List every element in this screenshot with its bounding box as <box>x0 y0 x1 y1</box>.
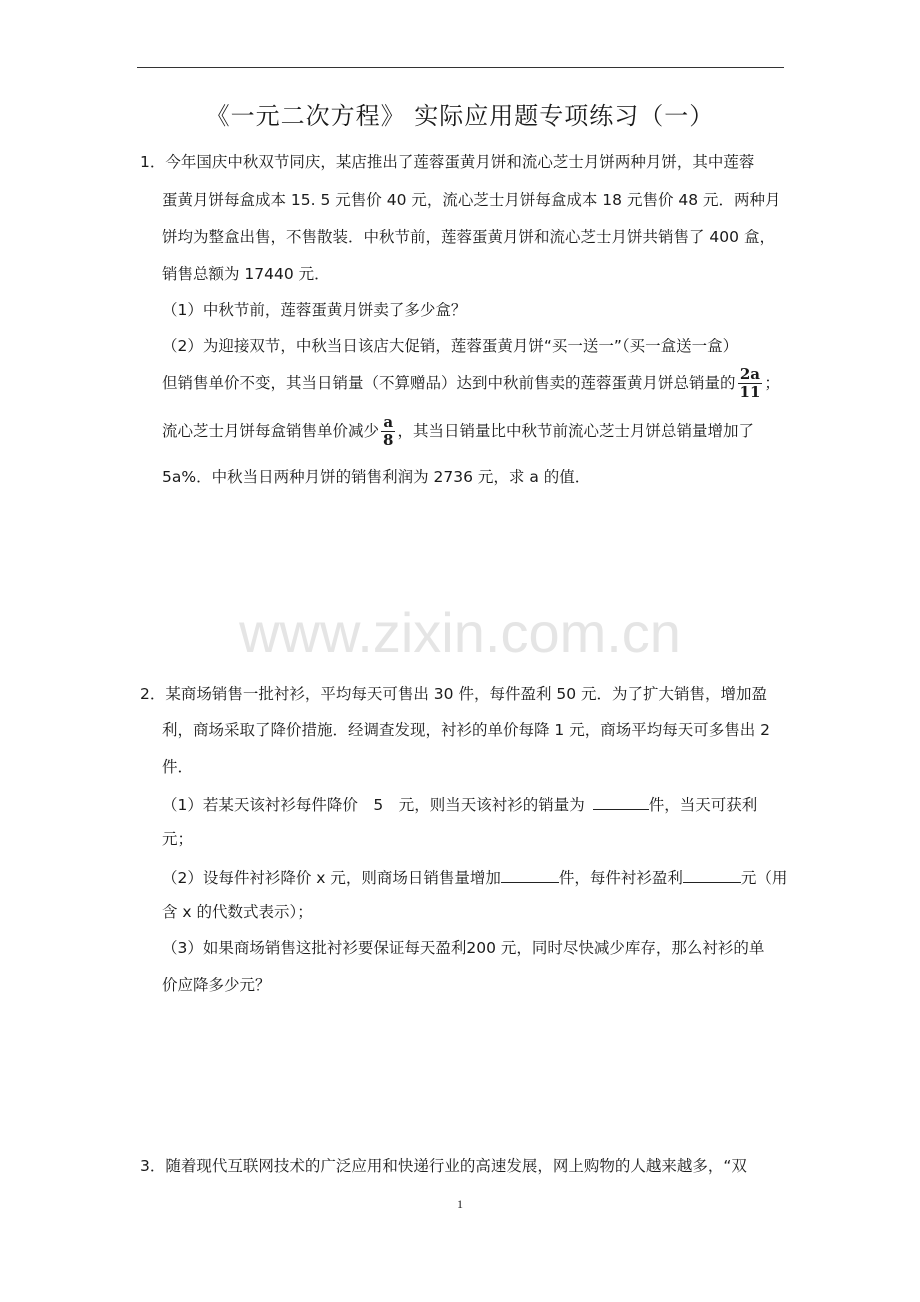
q2-part-3-line-2: 价应降多少元？ <box>162 976 271 994</box>
answer-blank[interactable] <box>683 866 741 883</box>
q2-line-1: 2．某商场销售一批衬衫，平均每天可售出 30 件，每件盈利 50 元．为了扩大销售，增加盈 <box>140 685 768 703</box>
q2-p2-text: （2）设每件衬衫降价 x 元，则商场日销售量增加 <box>162 869 501 887</box>
q2-part-1-line-1 <box>162 793 757 815</box>
fraction-denominator: 8 <box>383 431 394 449</box>
q1-line-4: 销售总额为 17440 元． <box>162 265 330 283</box>
q1-p2b-text: 但销售单价不变，其当日销量（不算赠品）达到中秋前售卖的莲蓉蛋黄月饼总销量的 <box>162 374 736 392</box>
fraction-denominator: 11 <box>739 383 761 401</box>
q2-p1-text: （1）若某天该衬衫每件降价 5 元，则当天该衬衫的销量为 <box>162 796 585 814</box>
page-title: 《一元二次方程》 实际应用题专项练习（一） <box>205 102 715 130</box>
q1-part-2-line-4: 5a%．中秋当日两种月饼的销售利润为 2736 元，求 a 的值． <box>162 468 591 486</box>
q2-part-2-line-1 <box>162 866 787 888</box>
watermark: www.zixin.com.cn <box>239 601 681 664</box>
q2-line-3: 件． <box>162 758 194 776</box>
q2-p2-mid: 件，每件衬衫盈利 <box>558 869 683 887</box>
q1-line-1: 1．今年国庆中秋双节同庆，某店推出了莲蓉蛋黄月饼和流心芝士月饼两种月饼，其中莲蓉 <box>140 153 755 171</box>
fraction-a-over-8 <box>381 414 395 449</box>
q2-part-2-line-2: 含 x 的代数式表示）； <box>162 903 313 921</box>
q1-part-2-line-2 <box>162 366 780 401</box>
q1-line-3: 饼均为整盒出售，不售散装．中秋节前，莲蓉蛋黄月饼和流心芝士月饼共销售了 400 盒， <box>162 228 775 246</box>
header-rule <box>137 67 784 68</box>
q1-p2c-text: 流心芝士月饼每盒销售单价减少 <box>162 422 380 440</box>
q1-p2b-tail: ； <box>764 374 780 392</box>
fraction-2a-over-11 <box>738 366 763 401</box>
fraction-numerator: a <box>381 414 395 432</box>
q3-line-1: 3．随着现代互联网技术的广泛应用和快递行业的高速发展，网上购物的人越来越多，“双 <box>140 1157 747 1175</box>
q1-part-2-line-3 <box>162 414 754 449</box>
fraction-numerator: 2a <box>738 366 763 384</box>
q2-part-1-line-2: 元； <box>162 830 194 848</box>
q1-part-1: （1）中秋节前，莲蓉蛋黄月饼卖了多少盒？ <box>162 301 467 319</box>
q1-part-2-line-1: （2）为迎接双节，中秋当日该店大促销，莲蓉蛋黄月饼“买一送一”（买一盒送一盒） <box>162 337 739 355</box>
q1-p2c-tail: ，其当日销量比中秋节前流心芝士月饼总销量增加了 <box>397 422 754 440</box>
answer-blank[interactable] <box>501 866 559 883</box>
page-number: 1 <box>457 1197 463 1211</box>
q2-p1-tail: 件，当天可获利 <box>648 796 758 814</box>
q2-line-2: 利，商场采取了降价措施．经调查发现，衬衫的单价每降 1 元，商场平均每天可多售出 2 <box>162 721 771 739</box>
q2-p2-tail: 元（用 <box>740 869 788 887</box>
q2-part-3-line-1: （3）如果商场销售这批衬衫要保证每天盈利200 元，同时尽快减少库存，那么衬衫的单 <box>162 939 765 957</box>
q1-line-2: 蛋黄月饼每盒成本 15. 5 元售价 40 元，流心芝士月饼每盒成本 18 元售价 48 元．两种月 <box>162 191 781 209</box>
answer-blank[interactable] <box>593 793 649 810</box>
